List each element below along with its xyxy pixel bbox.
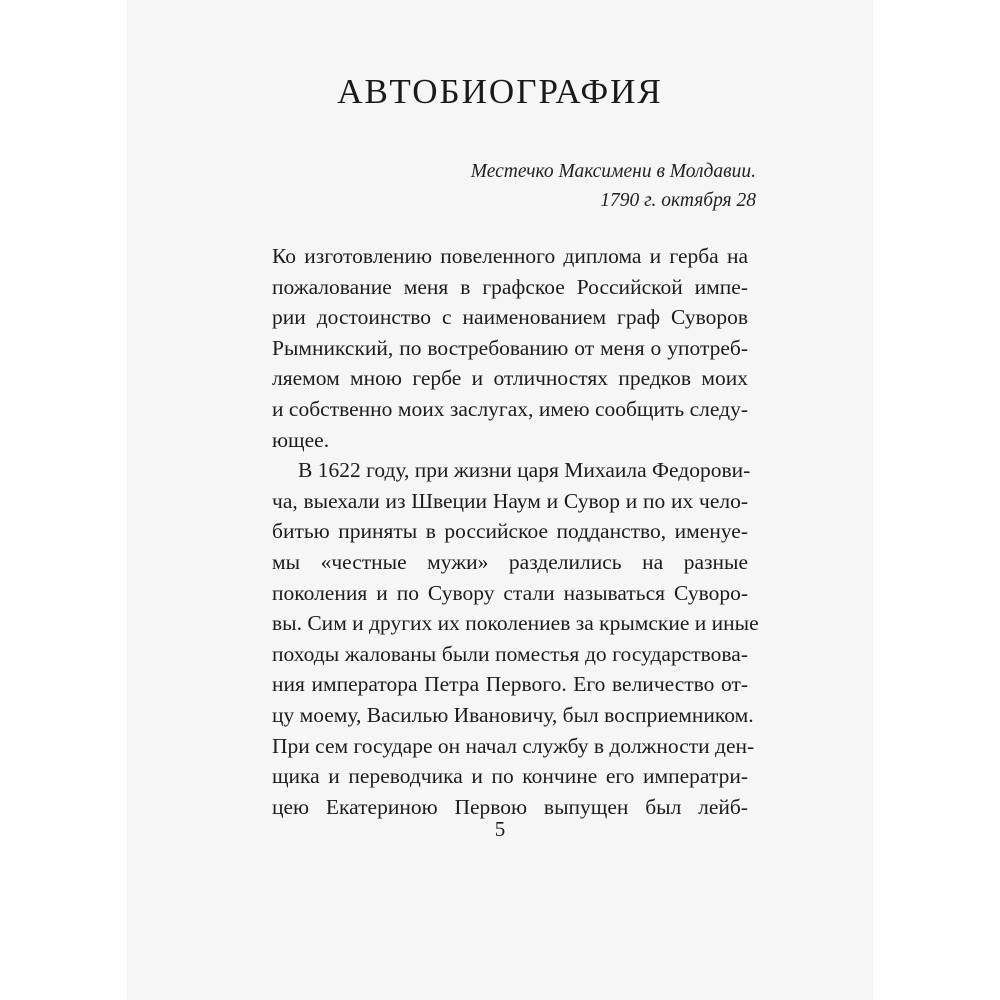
dateline <box>316 157 756 215</box>
dateline-place: Местечко Максимени в Молдавии. <box>470 161 756 182</box>
text-line: ющее. <box>272 427 330 452</box>
paragraph-1 <box>272 241 748 455</box>
body-text <box>272 241 759 822</box>
text-line: щика и переводчика и по кончине его императри- <box>272 764 748 789</box>
text-line: и собственно моих заслугах, имею сообщить следу- <box>272 396 748 421</box>
text-line: При сем государе он начал службу в должности ден- <box>272 733 755 758</box>
text-line: битью приняты в российское подданство, именуе- <box>272 519 748 544</box>
text-line: В 1622 году, при жизни царя Михаила Федорови- <box>298 458 751 483</box>
page-title: АВТОБИОГРАФИЯ <box>337 72 663 111</box>
text-line: цею Екатериною Первою выпущен был лейб- <box>272 794 748 819</box>
text-line: ча, выехали из Швеции Наум и Сувор и по их чело- <box>272 488 748 513</box>
dateline-date: 1790 г. октября 28 <box>600 190 756 211</box>
text-line: ляемом мною гербе и отличностях предков моих <box>272 366 748 391</box>
text-line: рии достоинство с наименованием граф Суворов <box>272 305 748 330</box>
text-line: вы. Сим и других их поколениев за крымские и иные <box>272 611 759 636</box>
text-line: Рымникский, по востребованию от меня о употреб- <box>272 335 748 360</box>
text-line: поколения и по Сувору стали называться Суворо- <box>272 580 748 605</box>
text-line: Ко изготовлению повеленного диплома и герба на <box>272 244 748 268</box>
text-line: походы жалованы были поместья до государствова- <box>272 641 748 666</box>
text-line: цу моему, Василью Ивановичу, был восприемником. <box>272 702 754 727</box>
page-number: 5 <box>494 817 506 841</box>
text-line: ния императора Петра Первого. Его величество от- <box>272 672 748 697</box>
text-line: пожалование меня в графское Российской импе- <box>272 274 748 299</box>
book-page <box>127 0 873 1000</box>
text-line: мы «честные мужи» разделились на разные <box>272 549 748 574</box>
paragraph-2 <box>272 455 759 822</box>
